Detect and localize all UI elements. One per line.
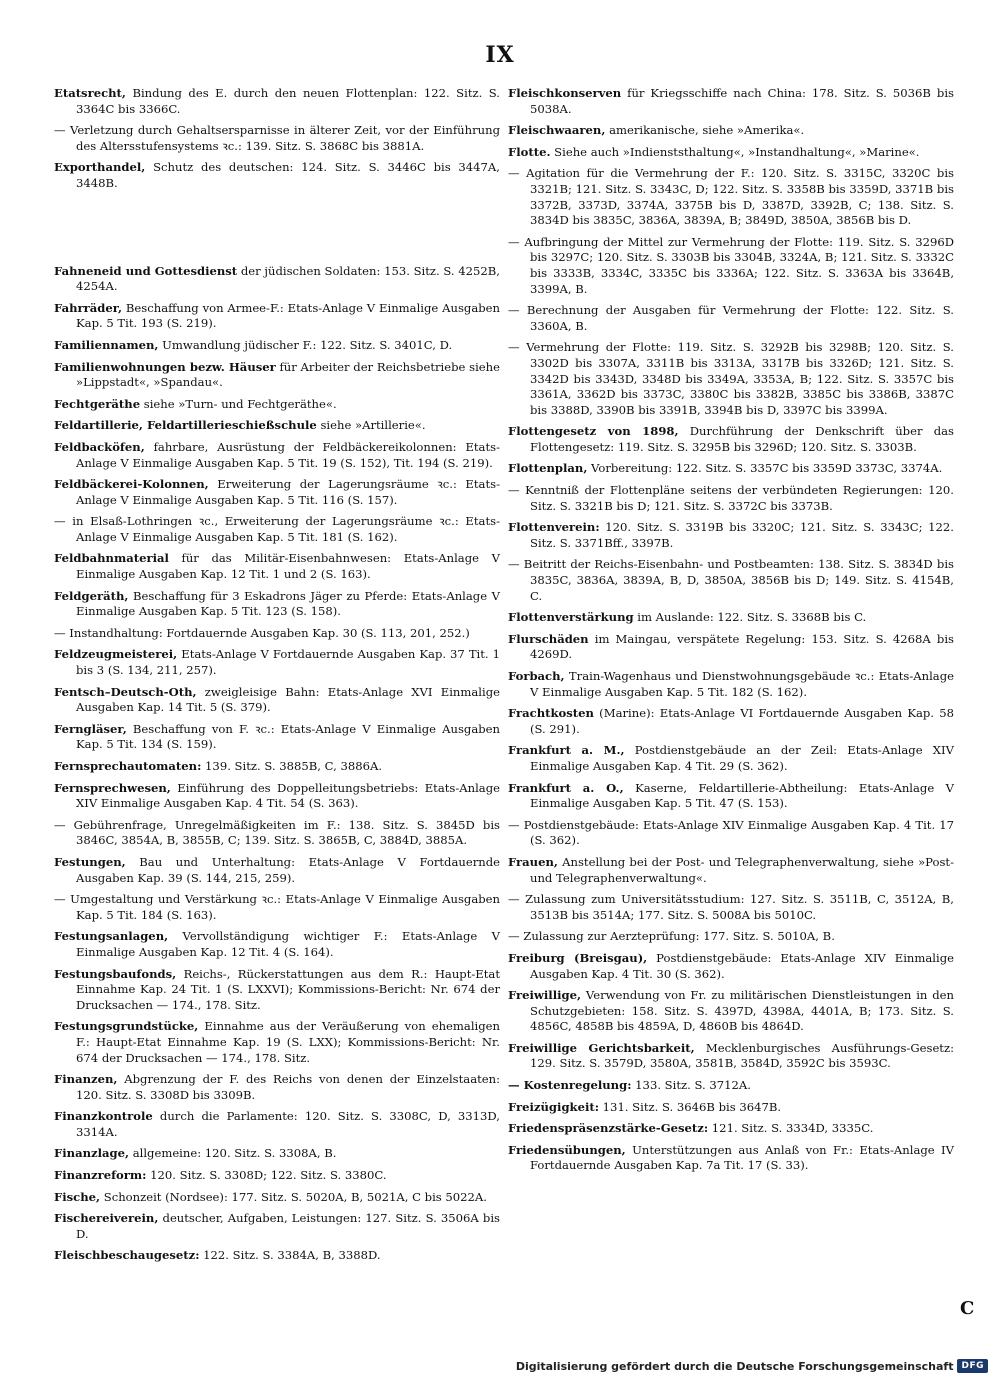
index-keyword: Flottengesetz von 1898, [508, 424, 679, 439]
index-keyword: Fischereiverein, [54, 1211, 159, 1226]
index-reference: Siehe auch »Indienststhaltung«, »Instandhaltung«, »Marine«. [550, 144, 920, 159]
index-entry [508, 123, 954, 139]
index-reference: — Vermehrung der Flotte: 119. Sitz. S. 3292B bis 3298B; 120. Sitz. S. 3302D bis 3307A, 3311B bis 3313A, 3317B bis 3326D; 121. Sitz. S. 3342D bis 3343D, 3348D bis 3349A, 3353A, B; 122. Sitz. S. 3357C bis 3361A, 3362D bis 3373C, 3380C bis 3382B, 3385C bis 3386B, 3387C bis 3388D, 3390B bis 3391B, 3394B bis D, 3397C bis 3399A. [508, 340, 954, 417]
index-entry [54, 855, 500, 886]
index-keyword: Friedenspräsenzstärke-Gesetz: [508, 1121, 709, 1136]
index-reference: — Aufbringung der Mittel zur Vermehrung der Flotte: 119. Sitz. S. 3296D bis 3297C; 120. Sitz. S. 3303B bis 3304B, 3324A, B; 121. Sitz. S. 3332C bis 3333B, 3334C, 3335C bis 3336A; 122. Sitz. S. 3363A bis 3364B, 3399A, B. [508, 234, 954, 296]
index-reference: — Beitritt der Reichs-Eisenbahn- und Postbeamten: 138. Sitz. S. 3834D bis 3835C, 3836A, 3839A, B, D, 3850A, 3856B bis D; 149. Sitz. S. 4154B, C. [508, 557, 954, 603]
index-reference: 133. Sitz. S. 3712A. [631, 1078, 751, 1093]
index-entry [508, 1078, 954, 1094]
index-reference: — Umgestaltung und Verstärkung ꝛc.: Etats-Anlage V Einmalige Ausgaben Kap. 5 Tit. 184 (S. 163). [54, 892, 500, 922]
index-reference: Etats-Anlage V Fortdauernde Ausgaben Kap. 37 Tit. 1 bis 3 (S. 134, 211, 257). [76, 647, 500, 678]
index-reference: Anstellung bei der Post- und Telegraphenverwaltung, siehe »Post- und Telegraphenverwaltung«. [530, 854, 954, 885]
index-keyword: Fernsprechwesen, [54, 780, 171, 795]
index-keyword: Finanzkontrole [54, 1109, 153, 1124]
index-keyword: Fahrräder, [54, 300, 123, 315]
index-entry [508, 951, 954, 982]
index-entry [54, 967, 500, 1014]
index-reference: im Maingau, verspätete Regelung: 153. Sitz. S. 4268A bis 4269D. [530, 631, 954, 662]
index-entry [508, 1121, 954, 1137]
index-keyword: Fahneneid und Gottesdienst [54, 263, 238, 278]
index-reference: Vervollständigung wichtiger F.: Etats-Anlage V Einmalige Ausgaben Kap. 12 Tit. 4 (S. 164). [76, 929, 500, 959]
index-keyword: Feldbäckerei-Kolonnen, [54, 477, 209, 492]
index-entry [508, 340, 954, 418]
index-entry [54, 514, 500, 545]
index-reference: durch die Parlamente: 120. Sitz. S. 3308C, D, 3313D, 3314A. [76, 1109, 500, 1139]
index-keyword: Flurschäden [508, 631, 589, 646]
index-keyword: Fische, [54, 1189, 101, 1204]
index-entry [54, 1248, 500, 1264]
index-keyword: Familiennamen, [54, 337, 159, 352]
index-entry [508, 424, 954, 455]
index-entry [508, 145, 954, 161]
index-keyword: Fechtgeräthe [54, 396, 141, 411]
index-keyword: Feldbacköfen, [54, 439, 145, 454]
index-entry [54, 397, 500, 413]
index-reference: — Gebührenfrage, Unregelmäßigkeiten im F.: 138. Sitz. S. 3845D bis 3846C, 3854A, B, 3855B, C; 139. Sitz. S. 3865B, C, 3884D, 3885A. [54, 817, 500, 848]
index-keyword: Fentsch–Deutsch-Oth, [54, 684, 197, 699]
index-keyword: Frachtkosten [508, 706, 594, 721]
index-entry [508, 520, 954, 551]
index-reference: — Berechnung der Ausgaben für Vermehrung der Flotte: 122. Sitz. S. 3360A, B. [508, 303, 954, 333]
index-entry [54, 1168, 500, 1184]
index-entry [508, 929, 954, 945]
index-entry [54, 589, 500, 620]
index-reference: — Agitation für die Vermehrung der F.: 120. Sitz. S. 3315C, 3320C bis 3321B; 121. Sitz. S. 3343C, D; 122. Sitz. S. 3358B bis 3359D, 3371B bis 3372B, 3373D, 3374A, 3375B bis D, 3387D, 3392B, C; 138. Sitz. S. 3834D bis 3835C, 3836A, 3839A, B; 3849D, 3850A, 3856B bis D. [508, 166, 954, 228]
index-entry [54, 759, 500, 775]
index-entry [508, 632, 954, 663]
index-keyword: Fleischbeschaugesetz: [54, 1248, 200, 1263]
index-reference: Umwandlung jüdischer F.: 122. Sitz. S. 3401C, D. [158, 337, 453, 352]
index-reference: fahrbare, Ausrüstung der Feldbäckereikolonnen: Etats-Anlage V Einmalige Ausgaben Kap. 5 Tit. 19 (S. 152), Tit. 194 (S. 219). [76, 439, 500, 470]
index-reference: Durchführung der Denkschrift über das Flottengesetz: 119. Sitz. S. 3295B bis 3296D; 120. Sitz. S. 3303B. [530, 424, 954, 454]
index-entry [54, 1072, 500, 1103]
index-reference: Beschaffung für 3 Eskadrons Jäger zu Pferde: Etats-Anlage V Einmalige Ausgaben Kap. 5 Tit. 123 (S. 158). [76, 588, 500, 619]
dfg-logo: DFG [957, 1359, 988, 1373]
index-reference: 120. Sitz. S. 3308D; 122. Sitz. S. 3380C. [146, 1168, 387, 1183]
index-keyword: Feldgeräth, [54, 588, 129, 603]
index-reference: Vorbereitung: 122. Sitz. S. 3357C bis 3359D 3373C, 3374A. [587, 461, 943, 476]
index-reference: Kaserne, Feldartillerie-Abtheilung: Etats-Anlage V Einmalige Ausgaben Kap. 5 Tit. 47 (S. 153). [530, 780, 954, 811]
index-keyword: Frauen, [508, 854, 558, 869]
index-reference: Schutz des deutschen: 124. Sitz. S. 3446C bis 3447A, 3448B. [76, 160, 500, 190]
index-keyword: Exporthandel, [54, 160, 146, 175]
index-keyword: Feldzeugmeisterei, [54, 647, 178, 662]
index-entry [508, 1100, 954, 1116]
index-keyword: Flotte. [508, 144, 551, 159]
index-reference: siehe »Turn- und Fechtgeräthe«. [140, 396, 337, 411]
index-keyword: Forbach, [508, 669, 565, 683]
index-column-left [54, 86, 500, 1270]
index-reference: Bau und Unterhaltung: Etats-Anlage V Fortdauernde Ausgaben Kap. 39 (S. 144, 215, 259). [76, 854, 500, 885]
index-entry [54, 1190, 500, 1206]
index-reference: Abgrenzung der F. des Reichs von denen der Einzelstaaten: 120. Sitz. S. 3308D bis 3309B. [76, 1072, 500, 1102]
index-reference: Beschaffung von Armee-F.: Etats-Anlage V Einmalige Ausgaben Kap. 5 Tit. 193 (S. 219). [76, 300, 500, 331]
index-keyword: Festungsanlagen, [54, 929, 169, 944]
index-entry [54, 685, 500, 716]
index-entry [54, 929, 500, 960]
index-reference: Train-Wagenhaus und Dienstwohnungsgebäude ꝛc.: Etats-Anlage V Einmalige Ausgaben Kap. 5 Tit. 182 (S. 162). [530, 669, 954, 699]
index-entry [508, 892, 954, 923]
index-column-right [508, 86, 954, 1180]
index-keyword: Fleischwaaren, [508, 123, 606, 138]
index-entry [508, 1041, 954, 1072]
index-entry [54, 781, 500, 812]
index-keyword: Etatsrecht, [54, 86, 126, 100]
index-keyword: Feldbahnmaterial [54, 551, 169, 566]
index-entry [508, 669, 954, 700]
index-entry [54, 1109, 500, 1140]
index-reference: 121. Sitz. S. 3334D, 3335C. [708, 1121, 874, 1136]
index-reference: 120. Sitz. S. 3319B bis 3320C; 121. Sitz. S. 3343C; 122. Sitz. S. 3371Bff., 3397B. [530, 520, 954, 550]
index-entry [54, 1019, 500, 1066]
index-reference: Schonzeit (Nordsee): 177. Sitz. S. 5020A, B, 5021A, C bis 5022A. [100, 1189, 487, 1204]
index-entry [508, 706, 954, 737]
index-reference: siehe »Artillerie«. [316, 418, 426, 433]
index-entry [54, 551, 500, 582]
index-reference: deutscher, Aufgaben, Leistungen: 127. Sitz. S. 3506A bis D. [76, 1211, 500, 1241]
index-keyword: Feldartillerie, Feldartillerieschießschule [54, 418, 317, 433]
index-entry [508, 1143, 954, 1174]
index-reference: der jüdischen Soldaten: 153. Sitz. S. 4252B, 4254A. [76, 263, 500, 294]
index-entry [54, 1211, 500, 1242]
index-entry [54, 360, 500, 391]
index-entry [54, 626, 500, 642]
index-keyword: Friedensübungen, [508, 1142, 626, 1157]
index-reference: Beschaffung von F. ꝛc.: Etats-Anlage V Einmalige Ausgaben Kap. 5 Tit. 134 (S. 159). [76, 721, 500, 752]
index-keyword: Frankfurt a. O., [508, 780, 624, 795]
index-reference: allgemeine: 120. Sitz. S. 3308A, B. [129, 1146, 337, 1161]
index-keyword: Flottenverein: [508, 520, 600, 535]
index-keyword: Fleischkonserven [508, 86, 622, 100]
index-reference: Unterstützungen aus Anlaß von Fr.: Etats-Anlage IV Fortdauernde Ausgaben Kap. 7a Tit. 17 (S. 33). [530, 1142, 954, 1173]
index-reference: Einführung des Doppelleitungsbetriebs: Etats-Anlage XIV Einmalige Ausgaben Kap. 4 Tit. 54 (S. 363). [76, 780, 500, 811]
footer [516, 1359, 988, 1373]
index-entry [54, 440, 500, 471]
index-entry [508, 235, 954, 297]
index-entry [508, 855, 954, 886]
index-keyword: Festungen, [54, 854, 126, 869]
index-entry [54, 338, 500, 354]
index-entry [54, 418, 500, 434]
index-entry [54, 647, 500, 678]
footer-text: Digitalisierung gefördert durch die Deutsche Forschungsgemeinschaft [515, 1359, 954, 1373]
index-entry [54, 86, 500, 117]
index-reference: — Verletzung durch Gehaltsersparnisse in älterer Zeit, vor der Einführung des Altersstufensystems ꝛc.: 139. Sitz. S. 3868C bis 3881A. [54, 123, 500, 153]
index-keyword: Freiburg (Breisgau), [508, 950, 648, 965]
index-keyword: Freiwillige, [508, 988, 582, 1003]
index-reference: — Instandhaltung: Fortdauernde Ausgaben Kap. 30 (S. 113, 201, 252.) [54, 625, 470, 640]
index-keyword: Familienwohnungen bezw. Häuser [54, 359, 276, 374]
index-entry [508, 166, 954, 228]
index-reference: — Postdienstgebäude: Etats-Anlage XIV Einmalige Ausgaben Kap. 4 Tit. 17 (S. 362). [508, 817, 954, 848]
index-entry [508, 743, 954, 774]
page-number: IX [485, 42, 515, 68]
index-keyword: Ferngläser, [54, 721, 127, 736]
index-keyword: Fernsprechautomaten: [54, 759, 202, 773]
index-entry [54, 477, 500, 508]
index-reference: Verwendung von Fr. zu militärischen Dienstleistungen in den Schutzgebieten: 158. Sitz. S. 4397D, 4398A, 4401A, B; 173. Sitz. S. 4856C, 4858B bis 4859A, D, 4860B bis 4864D. [530, 988, 954, 1034]
index-reference: 139. Sitz. S. 3885B, C, 3886A. [201, 759, 383, 773]
index-reference: Postdienstgebäude an der Zeil: Etats-Anlage XIV Einmalige Ausgaben Kap. 4 Tit. 29 (S. 362). [530, 743, 954, 773]
index-entry [508, 818, 954, 849]
index-entry [508, 610, 954, 626]
index-reference: für Arbeiter der Reichsbetriebe siehe »Lippstadt«, »Spandau«. [76, 359, 500, 390]
index-keyword: Festungsgrundstücke, [54, 1019, 199, 1034]
index-keyword: Freiwillige Gerichtsbarkeit, [508, 1040, 695, 1055]
index-entry [54, 160, 500, 191]
index-reference: für das Militär-Eisenbahnwesen: Etats-Anlage V Einmalige Ausgaben Kap. 12 Tit. 1 und 2 (S. 163). [76, 551, 500, 582]
index-entry [54, 818, 500, 849]
index-reference: (Marine): Etats-Anlage VI Fortdauernde Ausgaben Kap. 58 (S. 291). [530, 706, 954, 736]
index-reference: 131. Sitz. S. 3646B bis 3647B. [599, 1099, 782, 1114]
index-reference: 122. Sitz. S. 3384A, B, 3388D. [199, 1248, 381, 1263]
index-entry [54, 722, 500, 753]
index-reference: zweigleisige Bahn: Etats-Anlage XVI Einmalige Ausgaben Kap. 14 Tit. 5 (S. 379). [76, 684, 500, 715]
index-keyword: Flottenplan, [508, 461, 588, 476]
index-reference: im Auslande: 122. Sitz. S. 3368B bis C. [633, 610, 867, 625]
index-keyword: — Kostenregelung: [508, 1078, 632, 1093]
index-reference: — Zulassung zum Universitätsstudium: 127. Sitz. S. 3511B, C, 3512A, B, 3513B bis 3514A; 177. Sitz. S. 5008A bis 5010C. [508, 892, 954, 922]
index-entry [508, 86, 954, 117]
index-entry [508, 483, 954, 514]
index-keyword: Flottenverstärkung [508, 610, 634, 625]
index-keyword: Finanzen, [54, 1072, 118, 1087]
index-entry [54, 1146, 500, 1162]
index-entry [54, 123, 500, 154]
index-reference: Einnahme aus der Veräußerung von ehemaligen F.: Haupt-Etat Einnahme Kap. 19 (S. LXX); Kommissions-Bericht: Nr. 674 der Drucksachen — 174., 178. Sitz. [76, 1019, 500, 1065]
index-keyword: Finanzlage, [54, 1146, 130, 1161]
index-reference: — Kenntniß der Flottenpläne seitens der verbündeten Regierungen: 120. Sitz. S. 3321B bis D; 121. Sitz. S. 3372C bis 3373B. [508, 483, 954, 513]
index-keyword: Festungsbaufonds, [54, 966, 177, 981]
index-reference: für Kriegsschiffe nach China: 178. Sitz. S. 5036B bis 5038A. [530, 86, 954, 116]
index-entry [54, 892, 500, 923]
index-entry [508, 461, 954, 477]
index-reference: Erweiterung der Lagerungsräume ꝛc.: Etats-Anlage V Einmalige Ausgaben Kap. 5 Tit. 116 (S. 157). [76, 477, 500, 507]
index-reference: amerikanische, siehe »Amerika«. [605, 123, 805, 138]
index-entry [508, 303, 954, 334]
index-reference: Mecklenburgisches Ausführungs-Gesetz: 129. Sitz. S. 3579D, 3580A, 3581B, 3584D, 3592C bis 3593C. [530, 1040, 954, 1071]
index-reference: Postdienstgebäude: Etats-Anlage XIV Einmalige Ausgaben Kap. 4 Tit. 30 (S. 362). [530, 950, 954, 981]
index-reference: Reichs-, Rückerstattungen aus dem R.: Haupt-Etat Einnahme Kap. 24 Tit. 1 (S. LXXVI); Kommissions-Bericht: Nr. 674 der Drucksachen — 174., 178. Sitz. [76, 966, 500, 1012]
index-keyword: Finanzreform: [54, 1168, 147, 1183]
index-keyword: Freizügigkeit: [508, 1099, 599, 1114]
index-reference: Bindung des E. durch den neuen Flottenplan: 122. Sitz. S. 3364C bis 3366C. [76, 86, 500, 116]
signature-mark: C [960, 1298, 975, 1319]
index-reference: — Zulassung zur Aerzteprüfung: 177. Sitz. S. 5010A, B. [508, 929, 835, 944]
index-keyword: Frankfurt a. M., [508, 743, 625, 758]
index-entry [54, 301, 500, 332]
index-entry [508, 557, 954, 604]
index-entry [508, 988, 954, 1035]
index-reference: — in Elsaß-Lothringen ꝛc., Erweiterung der Lagerungsräume ꝛc.: Etats-Anlage V Einmalige Ausgaben Kap. 5 Tit. 181 (S. 162). [54, 514, 500, 544]
column-gap [54, 198, 500, 264]
index-entry [54, 264, 500, 295]
index-entry [508, 781, 954, 812]
